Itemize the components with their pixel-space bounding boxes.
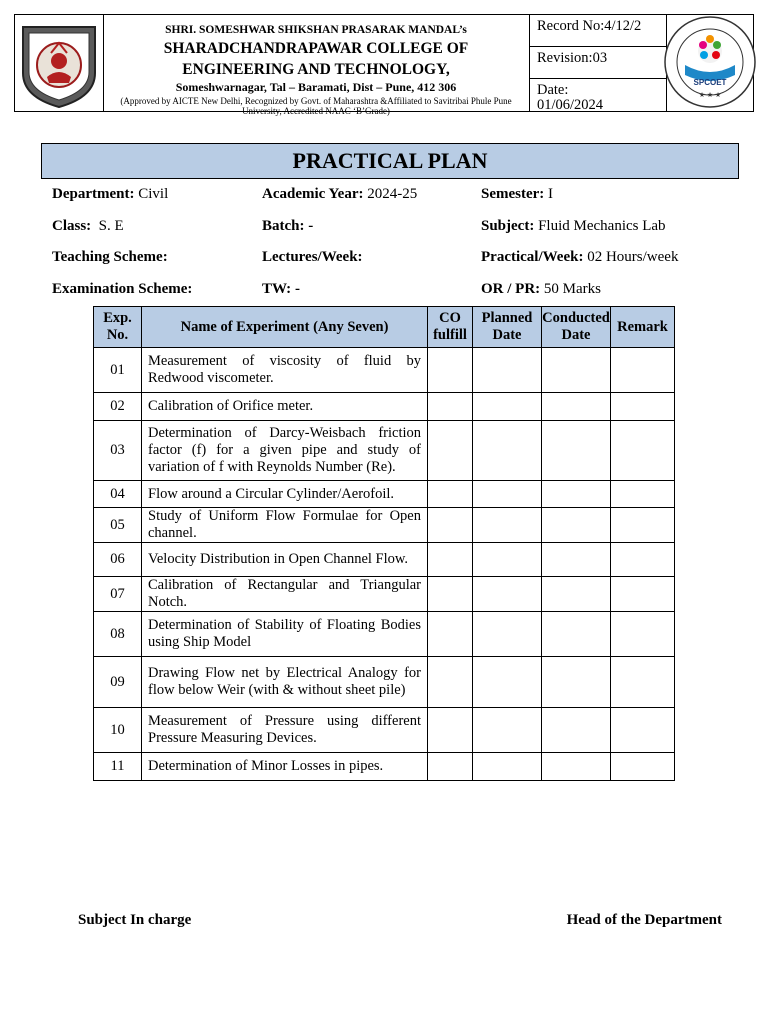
college-approval: (Approved by AICTE New Delhi, Recognized by Govt. of Maharashtra &Affiliated to Savitribai Phule Pune University, Accredited NAAC ‘B’Grade) (120, 96, 512, 116)
table-row: 03 Determination of Darcy-Weisbach friction factor (f) for a given pipe and study of variation of f with Reynolds Number (Re). (94, 421, 675, 481)
department-field: Department: Civil (52, 186, 169, 202)
hod-signature: Head of the Department (566, 912, 722, 928)
col-remark: Remark (611, 307, 675, 348)
revision-number: Revision:03 (530, 47, 666, 79)
course-info (52, 186, 752, 312)
college-logo-left (15, 15, 104, 111)
col-experiment-name: Name of Experiment (Any Seven) (142, 307, 428, 348)
college-info (103, 15, 529, 116)
page-title: PRACTICAL PLAN (41, 143, 739, 179)
record-number: Record No:4/12/2 (530, 15, 666, 47)
table-row: 09 Drawing Flow net by Electrical Analogy for flow below Weir (with & without sheet pile) (94, 657, 675, 708)
svg-text:★ ★ ★: ★ ★ ★ (698, 91, 722, 99)
college-name-line1: SHARADCHANDRAPAWAR COLLEGE OF (163, 40, 469, 57)
date-label: Date: (537, 82, 569, 98)
document-header (14, 14, 754, 116)
academic-year-field: Academic Year: 2024-25 (262, 186, 418, 202)
batch-field: Batch: - (262, 217, 314, 234)
practical-field: Practical/Week: 02 Hours/week (481, 249, 679, 265)
table-row: 05 Study of Uniform Flow Formulae for Open channel. (94, 508, 675, 543)
teaching-scheme-field: Teaching Scheme: (52, 249, 168, 265)
col-planned-date: Planned Date (473, 307, 542, 348)
table-row: 04 Flow around a Circular Cylinder/Aerofoil. (94, 481, 675, 508)
table-row: 08 Determination of Stability of Floating Bodies using Ship Model (94, 612, 675, 657)
table-row: 11 Determination of Minor Losses in pipes. (94, 753, 675, 781)
society-name: SHRI. SOMESHWAR SHIKSHAN PRASARAK MANDAL’s (165, 24, 467, 36)
subject-field: Subject: Fluid Mechanics Lab (481, 217, 666, 234)
class-field: Class: S. E (52, 217, 124, 234)
college-name-line2: ENGINEERING AND TECHNOLOGY, (182, 61, 450, 78)
college-address: Someshwarnagar, Tal – Baramati, Dist – Pune, 412 306 (175, 80, 457, 94)
table-row: 02 Calibration of Orifice meter. (94, 393, 675, 421)
college-logo-right (665, 15, 753, 111)
record-box (529, 15, 667, 111)
table-row: 06 Velocity Distribution in Open Channel Flow. (94, 543, 675, 577)
table-header-row (94, 307, 675, 348)
spcoet-seal-icon (661, 15, 759, 111)
table-row: 07 Calibration of Rectangular and Triangular Notch. (94, 577, 675, 612)
date-value: 01/06/2024 (537, 97, 604, 113)
exam-scheme-field: Examination Scheme: (52, 280, 193, 297)
experiment-table (93, 306, 675, 781)
shield-logo-icon (15, 15, 103, 111)
seal-text: SPCOET (693, 78, 727, 87)
tw-field: TW: - (262, 280, 300, 297)
col-exp-no: Exp. No. (94, 307, 142, 348)
record-date (530, 79, 666, 111)
table-row: 01 Measurement of viscosity of fluid by Redwood viscometer. (94, 348, 675, 393)
subject-incharge-signature: Subject In charge (78, 912, 192, 928)
col-co-fulfill: CO fulfill (428, 307, 473, 348)
semester-field: Semester: I (481, 186, 554, 202)
or-pr-field: OR / PR: 50 Marks (481, 280, 601, 297)
col-conducted-date: Conducted Date (542, 307, 611, 348)
table-row: 10 Measurement of Pressure using different Pressure Measuring Devices. (94, 708, 675, 753)
lectures-field: Lectures/Week: (262, 249, 363, 265)
